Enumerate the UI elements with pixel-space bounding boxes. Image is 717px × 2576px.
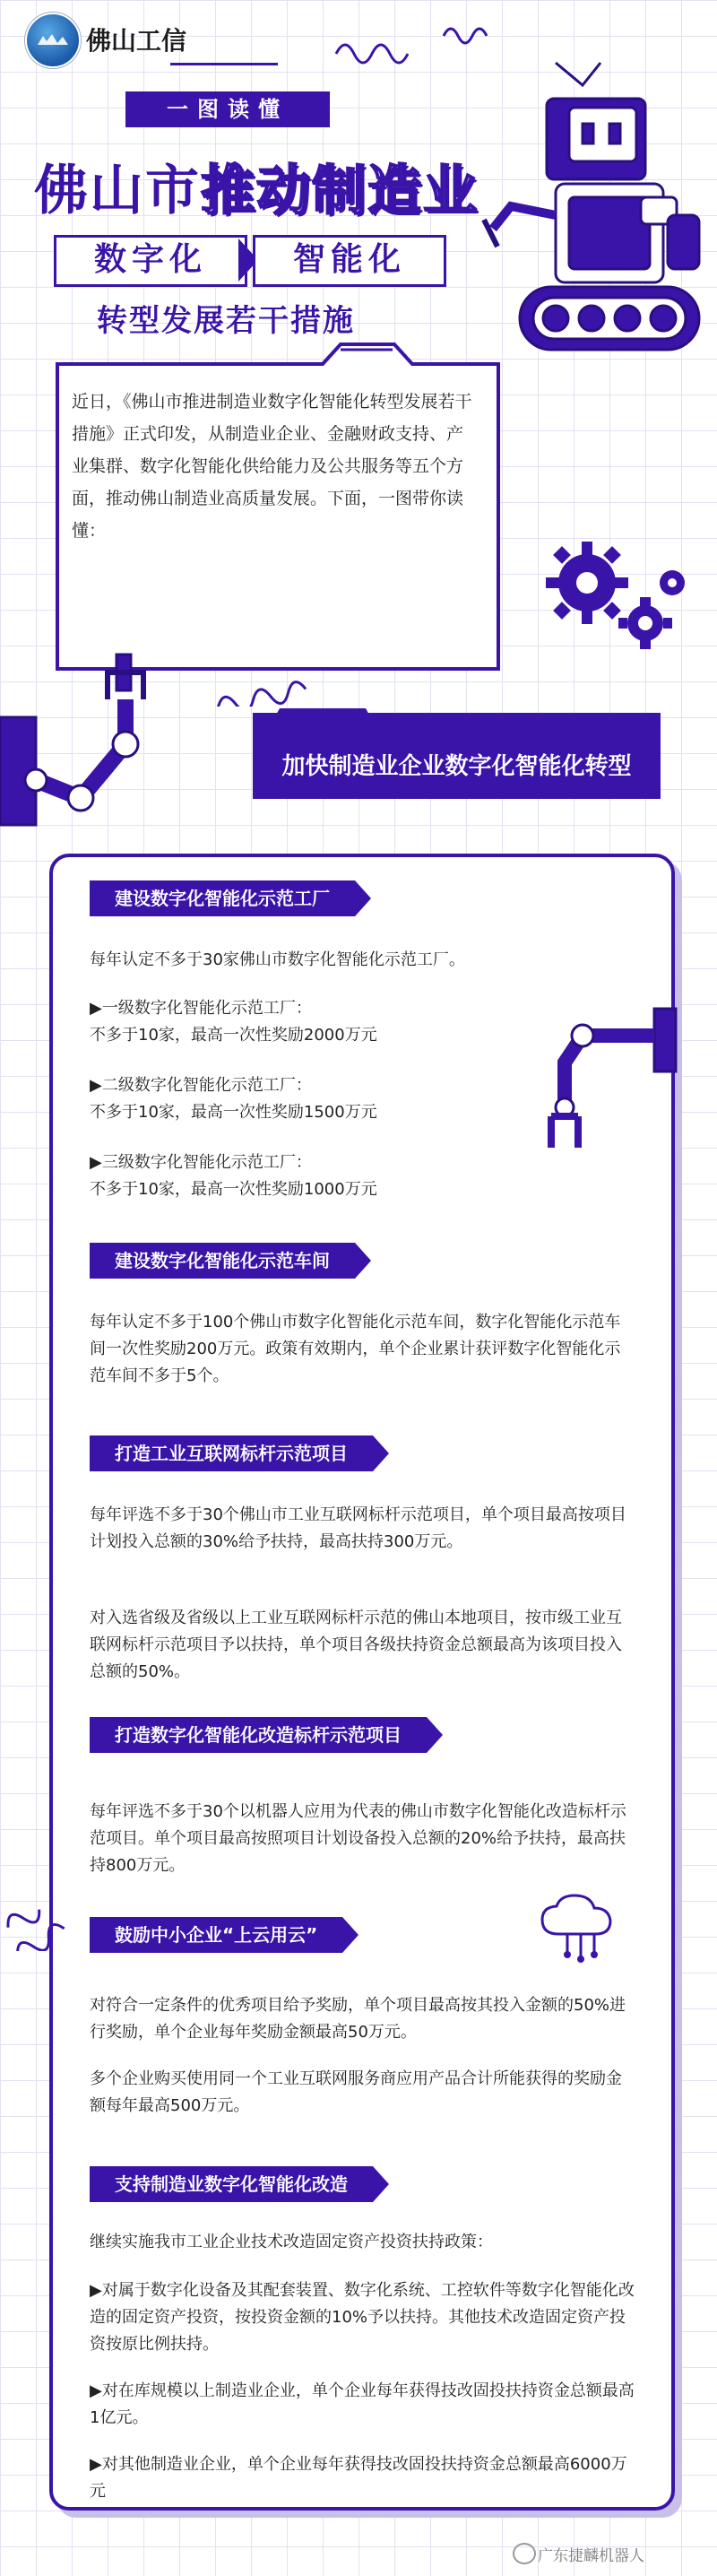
- section-text: 每年认定不多于30家佛山市数字化智能化示范工厂。: [90, 950, 465, 969]
- section-label-demo-factory: 建设数字化智能化示范工厂: [90, 880, 355, 916]
- section-label-tech-upgrade: 支持制造业数字化智能化改造: [90, 2166, 373, 2202]
- section-text: ▶对属于数字化设备及其配套装置、数字化系统、工控软件等数字化智能化改造的固定资产投资，按投资金额的10%予以扶持。其他技术改造固定资产投资按原比例扶持。: [90, 2281, 635, 2354]
- section-text: ▶对其他制造业企业，单个企业每年获得技改固投扶持资金总额最高6000万元: [90, 2455, 627, 2501]
- intro-paragraph: 近日，《佛山市推进制造业数字化智能化转型发展若干措施》正式印发，从制造业企业、金融财政支持、产业集群、数字化智能化供给能力及公共服务等五个方面，推动佛山制造业高质量发展。下面，一图带你读懂：: [72, 392, 472, 541]
- section-text: 每年评选不多于30个佛山市工业互联网标杆示范项目，单个项目最高按项目计划投入总额的30%给予扶持，最高扶持300万元。: [90, 1505, 626, 1551]
- section-text: 不多于10家，最高一次性奖励2000万元: [90, 1026, 377, 1045]
- section-label-industrial-internet: 打造工业互联网标杆示范项目: [90, 1435, 373, 1471]
- section-text: ▶二级数字化智能化示范工厂：: [90, 1076, 312, 1095]
- section-label-transformation-project: 打造数字化智能化改造标杆示范项目: [90, 1717, 427, 1753]
- section-text: 每年认定不多于100个佛山市数字化智能化示范车间，数字化智能化示范车间一次性奖励200万元。政策有效期内，单个企业累计获评数字化智能化示范车间不多于5个。: [90, 1313, 621, 1385]
- section-label-cloud: 鼓励中小企业“上云用云”: [90, 1917, 342, 1953]
- title-part-city: 佛山市: [34, 160, 201, 222]
- gears-icon: [538, 529, 699, 664]
- squiggle-decoration-icon: [211, 671, 327, 707]
- section-text: ▶三级数字化智能化示范工厂：: [90, 1153, 312, 1172]
- title-part-highlight: 推动制造业: [201, 160, 479, 222]
- page-title: [34, 148, 479, 225]
- section-text: ▶一级数字化智能化示范工厂：: [90, 999, 312, 1018]
- section-text: ▶对在库规模以上制造业企业，单个企业每年获得技改固投扶持资金总额最高1亿元。: [90, 2381, 635, 2427]
- section-text: 不多于10家，最高一次性奖励1500万元: [90, 1103, 377, 1122]
- page-subtitle: 转型发展若干措施: [97, 303, 355, 339]
- subtitle-digital: 数字化: [54, 235, 247, 287]
- section-text: 对入选省级及省级以上工业互联网标杆示范的佛山本地项目，按市级工业互联网标杆示范项目予以扶持，单个项目各级扶持资金总额最高为该项目投入总额的50%。: [90, 1609, 622, 1681]
- section-text: 多个企业购买使用同一个工业互联网服务商应用产品合计所能获得的奖励金额每年最高500万元。: [90, 2069, 622, 2115]
- wechat-icon: [513, 2543, 536, 2564]
- logo-emblem: [25, 13, 81, 68]
- section-text: 对符合一定条件的优秀项目给予奖励，单个项目最高按其投入金额的50%进行奖励，单个企业每年奖励金额最高50万元。: [90, 1996, 626, 2042]
- section-banner-title: 加快制造业企业数字化智能化转型: [281, 753, 632, 780]
- robot-arm-icon: [520, 1000, 681, 1161]
- cloud-network-icon: [536, 1894, 626, 1965]
- section-label-demo-workshop: 建设数字化智能化示范车间: [90, 1243, 355, 1279]
- section-text: 每年评选不多于30个以机器人应用为代表的佛山市数字化智能化改造标杆示范项目。单个项目最高按照项目计划设备投入总额的20%给予扶持，最高扶持800万元。: [90, 1802, 626, 1875]
- subtitle-intelligent: 智能化: [253, 235, 446, 287]
- logo-text: 佛山工信: [86, 26, 187, 56]
- watermark-text: 广东捷麟机器人: [538, 2547, 644, 2565]
- section-text: 不多于10家，最高一次性奖励1000万元: [90, 1180, 377, 1199]
- section-text: 继续实施我市工业企业技术改造固定资产投资扶持政策：: [90, 2233, 493, 2251]
- tag-yitu-dudong: 一图读懂: [125, 91, 330, 127]
- robot-arm-icon: [0, 646, 170, 834]
- squiggle-decoration-icon: [0, 1879, 81, 1951]
